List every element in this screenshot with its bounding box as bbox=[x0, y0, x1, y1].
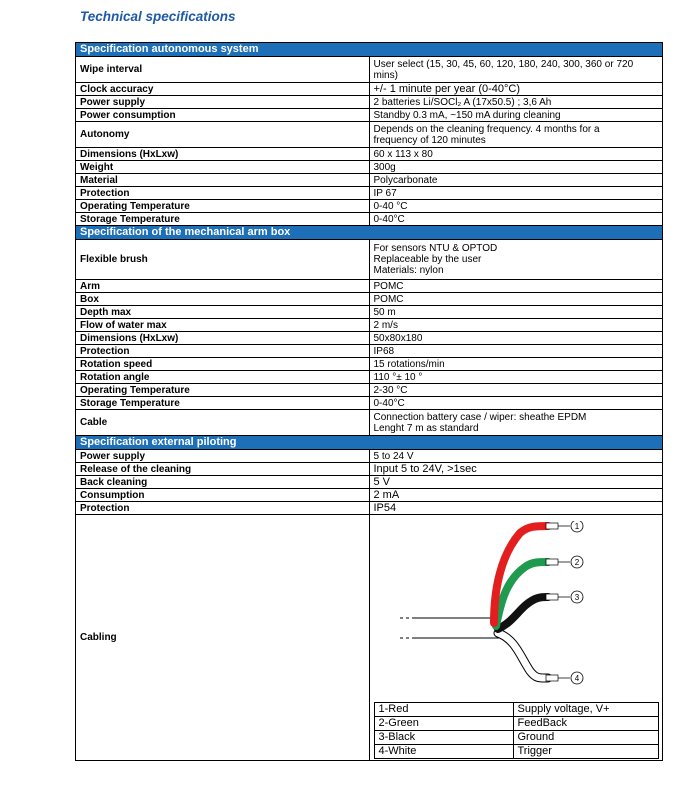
spec-value-line: IP 67 bbox=[373, 187, 397, 199]
spec-label: Power supply bbox=[76, 450, 370, 463]
spec-label: Arm bbox=[76, 280, 370, 293]
spec-value bbox=[369, 306, 663, 319]
spec-value bbox=[369, 122, 663, 148]
spec-value-line: User select (15, 30, 45, 60, 120, 180, 240, 300, 360 or 720 bbox=[373, 58, 634, 70]
spec-value-line: Input 5 to 24V, >1sec bbox=[373, 462, 477, 475]
spec-value-line: 50 m bbox=[373, 306, 396, 318]
spec-value bbox=[369, 463, 663, 476]
wire-number-marker bbox=[571, 521, 583, 532]
spec-value bbox=[369, 96, 663, 109]
spec-value-line: 0-40°C bbox=[373, 213, 405, 225]
spec-row bbox=[76, 450, 663, 463]
spec-row bbox=[76, 213, 663, 226]
spec-label: Flow of water max bbox=[76, 319, 370, 332]
spec-value-line: 60 x 113 x 80 bbox=[373, 148, 433, 160]
wire-number: 4 bbox=[574, 674, 579, 683]
spec-label: Autonomy bbox=[76, 122, 370, 148]
spec-value-line: POMC bbox=[373, 293, 404, 305]
spec-row bbox=[76, 96, 663, 109]
pin-wire-color: 4-White bbox=[374, 745, 513, 759]
spec-value-line: frequency of 120 minutes bbox=[373, 134, 486, 146]
spec-value-line: 2 batteries Li/SOCl₂ A (17x50.5) ; 3,6 Ah bbox=[373, 96, 552, 108]
spec-value-line: 0-40 °C bbox=[373, 200, 408, 212]
spec-value-line: 5 V bbox=[373, 475, 391, 488]
spec-label: Wipe interval bbox=[76, 57, 370, 83]
spec-label: Material bbox=[76, 174, 370, 187]
spec-value bbox=[369, 109, 663, 122]
spec-value bbox=[369, 384, 663, 397]
spec-value bbox=[369, 174, 663, 187]
spec-value bbox=[369, 161, 663, 174]
spec-value bbox=[369, 358, 663, 371]
spec-label: Storage Temperature bbox=[76, 213, 370, 226]
spec-label: Protection bbox=[76, 345, 370, 358]
spec-row bbox=[76, 83, 663, 96]
spec-label: Protection bbox=[76, 187, 370, 200]
spec-value-line: Lenght 7 m as standard bbox=[373, 422, 479, 434]
spec-value-line: Replaceable by the user bbox=[373, 254, 482, 265]
spec-value bbox=[369, 319, 663, 332]
cable-wiring-diagram bbox=[390, 521, 590, 699]
spec-value bbox=[369, 187, 663, 200]
spec-value bbox=[369, 476, 663, 489]
spec-row bbox=[76, 345, 663, 358]
spec-row bbox=[76, 280, 663, 293]
spec-row bbox=[76, 489, 663, 502]
spec-label: Rotation angle bbox=[76, 371, 370, 384]
spec-value-line: Standby 0.3 mA, ~150 mA during cleaning bbox=[373, 109, 561, 121]
spec-value-line: +/- 1 minute per year (0-40°C) bbox=[373, 82, 521, 95]
spec-label: Consumption bbox=[76, 489, 370, 502]
spec-value-line: 300g bbox=[373, 161, 396, 173]
wire-number-marker bbox=[571, 672, 583, 684]
wire-number: 2 bbox=[574, 558, 579, 567]
spec-row bbox=[76, 306, 663, 319]
pin-row bbox=[374, 745, 658, 759]
spec-label: Cable bbox=[76, 410, 370, 436]
spec-row bbox=[76, 410, 663, 436]
pin-function: Trigger bbox=[513, 745, 658, 759]
spec-row bbox=[76, 109, 663, 122]
spec-value-line: 0-40°C bbox=[373, 397, 405, 409]
pin-row bbox=[374, 731, 658, 745]
spec-value-line: Polycarbonate bbox=[373, 174, 438, 186]
section-heading: Specification external piloting bbox=[76, 436, 663, 450]
section-header bbox=[76, 226, 663, 240]
spec-row bbox=[76, 240, 663, 280]
spec-value bbox=[369, 450, 663, 463]
spec-row bbox=[76, 57, 663, 83]
pin-row bbox=[374, 717, 658, 731]
spec-value bbox=[369, 213, 663, 226]
wire-number: 3 bbox=[574, 593, 579, 602]
spec-row bbox=[76, 174, 663, 187]
wire-number-marker bbox=[571, 556, 583, 568]
spec-value bbox=[369, 345, 663, 358]
spec-value bbox=[369, 240, 663, 280]
cabling-label: Cabling bbox=[76, 515, 370, 761]
spec-value-line: 110 °± 10 ° bbox=[373, 371, 423, 383]
document-title: Technical specifications bbox=[80, 9, 236, 24]
spec-row bbox=[76, 371, 663, 384]
spec-row bbox=[76, 293, 663, 306]
spec-value bbox=[369, 57, 663, 83]
spec-row bbox=[76, 148, 663, 161]
spec-value-line: 50x80x180 bbox=[373, 332, 423, 344]
spec-label: Operating Temperature bbox=[76, 384, 370, 397]
spec-label: Operating Temperature bbox=[76, 200, 370, 213]
wire-number-marker bbox=[571, 591, 583, 603]
cabling-cell bbox=[369, 515, 663, 761]
spec-value-line: IP54 bbox=[373, 501, 397, 514]
spec-label: Release of the cleaning bbox=[76, 463, 370, 476]
spec-label: Power consumption bbox=[76, 109, 370, 122]
spec-label: Power supply bbox=[76, 96, 370, 109]
pin-wire-color: 2-Green bbox=[374, 717, 513, 731]
spec-row bbox=[76, 384, 663, 397]
spec-value-line: Materials: nylon bbox=[373, 265, 444, 276]
spec-row bbox=[76, 463, 663, 476]
section-heading: Specification autonomous system bbox=[76, 43, 663, 57]
spec-row bbox=[76, 187, 663, 200]
spec-value-line: 15 rotations/min bbox=[373, 358, 445, 370]
spec-value bbox=[369, 83, 663, 96]
spec-row bbox=[76, 332, 663, 345]
cabling-row bbox=[76, 515, 663, 761]
spec-label: Storage Temperature bbox=[76, 397, 370, 410]
spec-value-line: For sensors NTU & OPTOD bbox=[373, 243, 498, 254]
spec-label: Box bbox=[76, 293, 370, 306]
spec-label: Dimensions (HxLxw) bbox=[76, 332, 370, 345]
spec-label: Protection bbox=[76, 502, 370, 515]
spec-value-line: IP68 bbox=[373, 345, 395, 357]
spec-value-line: Depends on the cleaning frequency. 4 months for a bbox=[373, 123, 600, 135]
spec-row bbox=[76, 122, 663, 148]
spec-value bbox=[369, 397, 663, 410]
spec-row bbox=[76, 358, 663, 371]
pin-row bbox=[374, 703, 658, 717]
spec-value bbox=[369, 280, 663, 293]
spec-row bbox=[76, 161, 663, 174]
pin-assignment-table bbox=[374, 702, 659, 759]
spec-label: Depth max bbox=[76, 306, 370, 319]
specifications-table bbox=[75, 42, 663, 761]
spec-row bbox=[76, 397, 663, 410]
spec-value-line: 5 to 24 V bbox=[373, 450, 414, 462]
spec-row bbox=[76, 319, 663, 332]
spec-value bbox=[369, 148, 663, 161]
cable-sheath bbox=[400, 618, 500, 638]
pin-wire-color: 3-Black bbox=[374, 731, 513, 745]
spec-value-line: 2 mA bbox=[373, 488, 400, 501]
spec-row bbox=[76, 200, 663, 213]
spec-label: Dimensions (HxLxw) bbox=[76, 148, 370, 161]
wire-number: 1 bbox=[574, 522, 579, 531]
spec-label: Flexible brush bbox=[76, 240, 370, 280]
spec-label: Rotation speed bbox=[76, 358, 370, 371]
spec-value bbox=[369, 293, 663, 306]
section-header bbox=[76, 43, 663, 57]
section-heading: Specification of the mechanical arm box bbox=[76, 226, 663, 240]
spec-value bbox=[369, 332, 663, 345]
spec-value bbox=[369, 410, 663, 436]
spec-value-line: 2 m/s bbox=[373, 319, 398, 331]
spec-value bbox=[369, 502, 663, 515]
spec-label: Back cleaning bbox=[76, 476, 370, 489]
spec-value-line: 2-30 °C bbox=[373, 384, 408, 396]
section-header bbox=[76, 436, 663, 450]
spec-label: Clock accuracy bbox=[76, 83, 370, 96]
pin-function: Supply voltage, V+ bbox=[513, 703, 658, 717]
spec-value-line: mins) bbox=[373, 69, 398, 81]
spec-value bbox=[369, 371, 663, 384]
pin-function: FeedBack bbox=[513, 717, 658, 731]
pin-function: Ground bbox=[513, 731, 658, 745]
spec-value bbox=[369, 489, 663, 502]
pin-wire-color: 1-Red bbox=[374, 703, 513, 717]
spec-value-line: POMC bbox=[373, 280, 404, 292]
spec-value-line: Connection battery case / wiper: sheathe EPDM bbox=[373, 411, 587, 423]
spec-label: Weight bbox=[76, 161, 370, 174]
spec-row bbox=[76, 502, 663, 515]
spec-row bbox=[76, 476, 663, 489]
spec-value bbox=[369, 200, 663, 213]
